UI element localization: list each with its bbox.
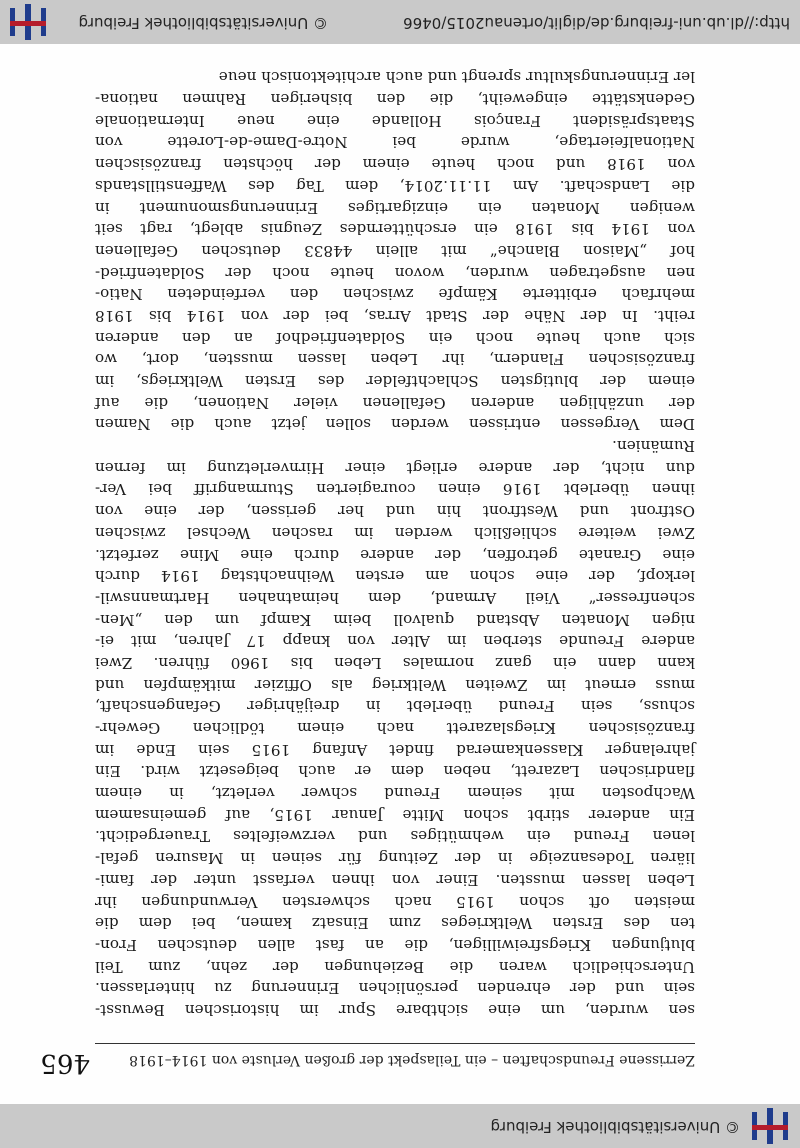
text-line: ler Erinnerungskultur sprengt und auch architektonisch neue: [218, 68, 695, 87]
text-line: blutjungen Kriegsfreiwilligen, die an fast allen deutschen Fron-: [95, 935, 695, 954]
text-line: französischen Kriegslazarett nach einem tödlichen Gewehr-: [95, 719, 695, 738]
text-line: nigen Monaten Abstand qualvoll beim Kampf um den „Men-: [95, 610, 695, 629]
ub-freiburg-logo-icon: [750, 1106, 790, 1146]
body-text: [95, 66, 695, 1020]
running-header: [95, 1043, 695, 1070]
ub-freiburg-logo-icon: [8, 2, 48, 42]
text-line: sein und der ehrenden persönlichen Erinnerung zu hinterlassen.: [95, 979, 695, 998]
text-line: meisten oft schon 1915 nach schwersten Verwundungen ihr: [95, 892, 695, 911]
text-line: sich auch heute noch ein Soldatenfriedhof an den anderen: [95, 328, 695, 347]
text-line: mehrfach erbitterte Kämpfe zwischen den verfeindeten Natio-: [95, 285, 695, 304]
text-line: der unzähligen anderen Gefallenen vieler Nationen, die auf: [95, 393, 695, 412]
text-line: lenen Freund ein wehmütiges und verzweifeltes Trauergedicht.: [95, 827, 695, 846]
copyright-text: © Universitätsbibliothek Freiburg: [490, 1118, 740, 1136]
text-line: Rumänien.: [612, 437, 695, 456]
text-line: Gedenkstätte eingeweiht, die den bisherigen Rahmen nationa-: [95, 90, 695, 109]
text-line: Ostfront und Westfront hin und her gerissen, der eine von: [95, 502, 695, 521]
footer-bar: [0, 1104, 800, 1148]
text-line: Ein anderer stirbt schon Mitte Januar 1915, auf gemeinsamem: [95, 805, 695, 824]
text-line: schenfresser“ Vieil Armand, dem heimatnahen Hartmannswil-: [95, 588, 695, 607]
text-line: flandrischen Lazarett, neben dem er auch beigesetzt wird. Ein: [95, 762, 695, 781]
text-line: hof „Maison Blanche“ mit allein 44833 deutschen Gefallenen: [95, 241, 695, 260]
text-line: andere Freunde sterben im Alter von knapp 17 Jahren, mit ei-: [95, 632, 695, 651]
text-line: sen wurden, um eine sichtbare Spur im historischen Bewusst-: [95, 1001, 695, 1019]
text-line: schuss, sein Freund überlebt in dreijähriger Gefangenschaft,: [95, 697, 695, 716]
text-line: Wachposten mit seinem Freund schwer verletzt, in einem: [95, 784, 695, 803]
text-line: ihnen überlebt 1916 einen couragierten Sturmangriff bei Ver-: [95, 480, 695, 499]
text-line: Zwei weitere schließlich werden im raschen Wechsel zwischen: [95, 523, 695, 542]
source-bar: [0, 0, 800, 44]
source-url-link[interactable]: http://dl.ub.uni-freiburg.de/diglit/ortenau2015/0466: [403, 14, 790, 32]
page-number: 465: [40, 1048, 90, 1078]
text-line: von 1914 bis 1918 ein erschütterndes Zeugnis ablegt, ragt seit: [95, 220, 695, 239]
text-line: Leben lassen mussten. Einer von ihnen verfasst unter der fami-: [95, 870, 695, 889]
text-line: liären Todesanzeige in der Zeitung für seinen in Masuren gefal-: [95, 849, 695, 868]
running-header-title: Zerrissene Freundschaften – ein Teilaspekt der großen Verluste von 1914–1918: [129, 1052, 695, 1068]
copyright-text: © Universitätsbibliothek Freiburg: [78, 14, 328, 32]
text-line: Staatspräsident François Hollande eine neue Internationale: [95, 111, 695, 130]
text-line: dun nicht, der andere erliegt einer Hirnverletzung im fernen: [95, 458, 695, 477]
text-line: einem der blutigsten Schlachtfelder des Ersten Weltkriegs, im: [95, 372, 695, 391]
text-line: ten des Ersten Weltkrieges zum Einsatz kamen, bei dem die: [95, 914, 695, 933]
text-line: die Landschaft. Am 11.11.2014, dem Tag des Waffenstillstands: [95, 176, 695, 195]
text-line: nen ausgetragen wurden, wovon heute noch der Soldatenfried-: [95, 263, 695, 282]
text-line: Unterschiedlich waren die Beziehungen der zehn, zum Teil: [95, 957, 695, 976]
text-line: französischen Flandern, ihr Leben lassen mussten, dort, wo: [95, 350, 695, 369]
text-line: jahrelanger Klassenkamerad findet Anfang 1915 sein Ende im: [95, 740, 695, 759]
text-line: kann dann ein ganz normales Leben bis 1960 führen. Zwei: [95, 654, 695, 672]
text-line: reiht. In der Nähe der Stadt Arras, bei der von 1914 bis 1918: [95, 307, 695, 325]
text-line: muss erneut im Zweiten Weltkrieg als Offizier mitkämpfen und: [95, 675, 695, 694]
text-line: wenigen Monaten ein einzigartiges Erinnerungsmonument in: [95, 198, 695, 217]
text-line: Nationalfeiertage, wurde bei Notre-Dame-de-Lorette von: [95, 133, 695, 152]
text-line: Dem Vergessen entrissen werden sollen jetzt auch die Namen: [95, 415, 695, 434]
text-line: lerkopf, der eine schon am ersten Weihnachtstag 1914 durch: [95, 567, 695, 586]
text-line: eine Granate getroffen, der andere durch eine Mine zerfetzt.: [95, 545, 695, 564]
text-line: von 1918 und noch heute einem der höchsten französischen: [95, 155, 695, 174]
